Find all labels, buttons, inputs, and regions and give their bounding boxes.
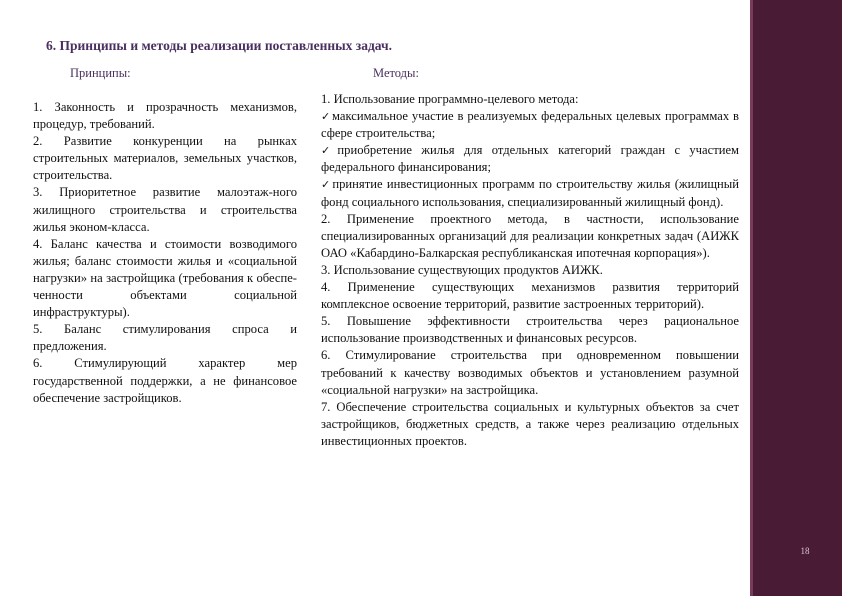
method-item: 3. Использование существующих продуктов АИЖК. [321,262,603,277]
method-item: 5. Повышение эффективности строительства через рациональное использование производственных и финансовых ресурсов. [321,314,739,346]
page-number: 18 [800,546,810,556]
principle-item: 5. Баланс стимулирования спроса и предложения. [33,322,297,354]
method-subitem: ✓ приобретение жилья для отдельных категорий граждан с участием федерального финансирования; [321,142,739,176]
methods-heading: Методы: [373,66,419,80]
checkmark-icon [321,177,332,191]
method-item: 2. Применение проектного метода, в частности, использование специализированных организаций для реализации конкретных задач (АИЖК ОАО «Кабардино-Балкарская республиканская ипотечная корпорация»). [321,211,739,260]
method-subitem: ✓ максимальное участие в реализуемых федеральных целевых программах в сфере строительства; [321,108,739,142]
principle-item: 6. Стимулирующий характер мер государственной поддержки, а не финансовое обеспечение застройщиков. [33,356,297,405]
method-item: 4. Применение существующих механизмов развития территорий комплексное освоение территорий, развитие застроенных территорий). [321,280,739,312]
principle-item: 4. Баланс качества и стоимости возводимого жилья; баланс стоимости жилья и «социальной нагрузки» на застройщика (требования к обеспе-ченности объектами социальной инфраструктуры). [33,236,297,320]
principle-item: 2. Развитие конкуренции на рынках строительных материалов, земельных участков, строительства. [33,134,297,183]
method-subitem: ✓ принятие инвестиционных программ по строительству жилья (жилищный фонд социального использования, специализированный жилищный фонд). [321,176,739,210]
method-item: 7. Обеспечение строительства социальных и культурных объектов за счет застройщиков, бюджетных средств, а также через реализацию отдельных инвестиционных проектов. [321,399,739,448]
principle-item: 1. Законность и прозрачность механизмов, процедур, требований. [33,100,297,132]
checkmark-icon [321,109,332,123]
principles-heading: Принципы: [70,66,131,80]
principles-list [33,99,297,407]
method-item: 6. Стимулирование строительства при одновременном повышении требований к качеству возводимых объектов и установлением разумной «социальной нагрузки» на застройщика. [321,348,739,397]
methods-list [321,91,739,450]
checkmark-icon [321,143,337,157]
slide-title: 6. Принципы и методы реализации поставленных задач. [46,38,392,53]
decorative-side-band [750,0,842,596]
method-item: 1. Использование программно-целевого метода: [321,92,579,106]
principle-item: 3. Приоритетное развитие малоэтаж-ного жилищного строительства и строительства жилья эконом-класса. [33,185,297,234]
